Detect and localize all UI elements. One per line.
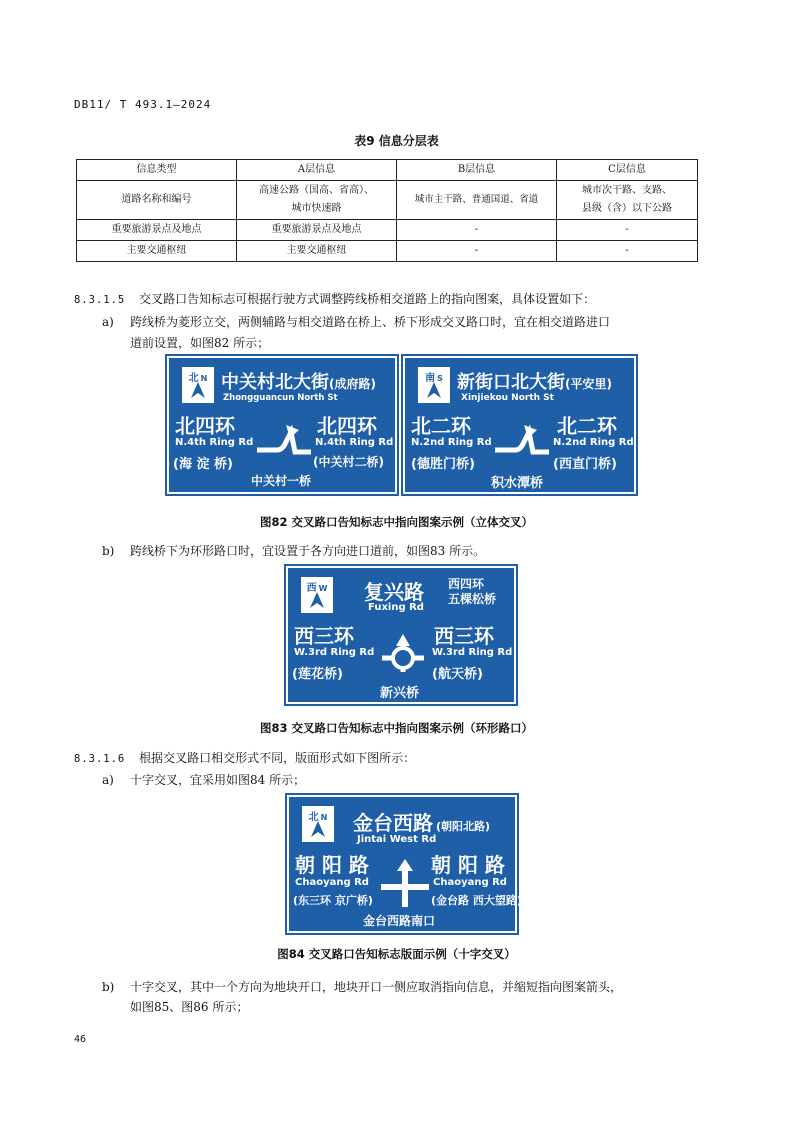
table-cell: 道路名称和编号 bbox=[77, 181, 237, 220]
table-caption: 表9 信息分层表 bbox=[354, 134, 439, 148]
figure-83-caption: 图83 交叉路口告知标志中指向图案示例（环形路口） bbox=[259, 721, 533, 735]
table-cell: 城市主干路、普通国道、省道 bbox=[397, 181, 557, 220]
badge-en: W bbox=[318, 584, 328, 593]
item-b-text: 十字交叉，其中一个方向为地块开口，地块开口一侧应取消指向信息，并缩短指向图案箭头， bbox=[130, 980, 623, 994]
sign-right-cn: 西三环 bbox=[434, 624, 494, 648]
badge-cn: 北 bbox=[188, 373, 199, 384]
clause-number: 8.3.1.6 bbox=[74, 753, 126, 765]
top-road-cn: 金台西路 bbox=[353, 811, 433, 835]
badge-en: N bbox=[200, 374, 208, 383]
top-road-cn: 新街口北大街 bbox=[457, 372, 565, 393]
table-cell: 主要交通枢纽 bbox=[77, 241, 237, 262]
table-cell: - bbox=[397, 220, 557, 241]
sign-bottom-bridge: 积水潭桥 bbox=[491, 476, 544, 491]
sign-bottom-bridge: 中关村一桥 bbox=[251, 474, 312, 488]
sign-jintai bbox=[287, 795, 522, 933]
table-row bbox=[77, 220, 698, 241]
top-road-paren: (成府路) bbox=[329, 377, 376, 391]
page-number: 46 bbox=[74, 1034, 87, 1045]
sign-left-en: N.2nd Ring Rd bbox=[411, 437, 492, 448]
table-cell-line: 县级（含）以下公路 bbox=[582, 203, 672, 214]
info-layer-table bbox=[76, 159, 698, 262]
sign-left-cn: 西三环 bbox=[294, 624, 354, 648]
table-row bbox=[77, 181, 698, 220]
sign-right-en: N.4th Ring Rd bbox=[315, 437, 394, 448]
table-cell-line: 城市快速路 bbox=[291, 203, 342, 214]
sign-right-paren: (航天桥) bbox=[432, 667, 483, 682]
sign-right-cn: 北二环 bbox=[557, 414, 617, 438]
clause-8316 bbox=[74, 749, 415, 768]
clause-text: 根据交叉路口相交形式不同，版面形式如下图所示： bbox=[139, 751, 416, 765]
sign-xinjiekou bbox=[403, 356, 636, 494]
sign-right-en: N.2nd Ring Rd bbox=[553, 437, 634, 448]
sign-right-cn: 北四环 bbox=[317, 414, 377, 438]
table-cell: 主要交通枢纽 bbox=[237, 241, 397, 262]
table-row bbox=[77, 241, 698, 262]
item-b-text: 如图85、图86 所示； bbox=[130, 1000, 249, 1014]
sign-left-paren: (莲花桥) bbox=[292, 667, 343, 682]
sign-left-cn: 北四环 bbox=[175, 414, 235, 438]
sign-left-en: N.4th Ring Rd bbox=[175, 437, 254, 448]
table-cell: - bbox=[397, 241, 557, 262]
sign-right-en: W.3rd Ring Rd bbox=[432, 647, 513, 658]
clause-number: 8.3.1.5 bbox=[74, 294, 126, 306]
item-a-text: 道前设置，如图82 所示； bbox=[130, 336, 270, 350]
table-header-cell: A层信息 bbox=[237, 160, 397, 181]
table-cell: 重要旅游景点及地点 bbox=[237, 220, 397, 241]
badge-en: S bbox=[437, 374, 443, 383]
sign-left-cn: 朝 阳 路 bbox=[295, 853, 369, 877]
table-header-cell: C层信息 bbox=[557, 160, 698, 181]
item-a-label: a) bbox=[102, 315, 114, 329]
item-a-text: 跨线桥为菱形立交，两侧辅路与相交道路在桥上、桥下形成交叉路口时，宜在相交道路进口 bbox=[130, 315, 611, 329]
sign-top-road-en: Jintai West Rd bbox=[357, 834, 437, 845]
top-road-cn: 中关村北大街 bbox=[221, 372, 329, 393]
sign-left-en: W.3rd Ring Rd bbox=[294, 647, 375, 658]
badge-cn: 西 bbox=[306, 583, 317, 594]
clause-text: 交叉路口告知标志可根据行驶方式调整跨线桥相交道路上的指向图案，具体设置如下： bbox=[139, 292, 596, 306]
sign-right-paren: (金台路 西大望路) bbox=[431, 894, 522, 907]
sign-top-road-en: Fuxing Rd bbox=[368, 602, 424, 613]
sign-right-en: Chaoyang Rd bbox=[433, 877, 507, 888]
sign-top-road-en: Zhongguancun North St bbox=[223, 393, 338, 403]
sign-left-cn: 北二环 bbox=[411, 414, 471, 438]
table-cell bbox=[557, 181, 698, 220]
table-cell: - bbox=[557, 241, 698, 262]
sign-top-road-en: Xinjiekou North St bbox=[461, 393, 554, 403]
sign-right-paren: (西直门桥) bbox=[553, 457, 617, 472]
sign-right-cn: 朝 阳 路 bbox=[431, 853, 505, 877]
sign-left-paren: (海 淀 桥) bbox=[173, 457, 233, 472]
item-a-label: a) bbox=[102, 773, 114, 787]
sign-left-paren: (东三环 京广桥) bbox=[293, 894, 373, 907]
sign-left-en: Chaoyang Rd bbox=[295, 877, 369, 888]
sign-left-paren: (德胜门桥) bbox=[411, 457, 475, 472]
badge-en: N bbox=[320, 813, 328, 822]
table-cell bbox=[237, 181, 397, 220]
table-cell: - bbox=[557, 220, 698, 241]
sign-top-road-paren2: 五棵松桥 bbox=[448, 592, 497, 606]
table-cell-line: 高速公路（国高、省高）、 bbox=[259, 185, 374, 196]
sign-bottom-bridge: 新兴桥 bbox=[380, 686, 420, 701]
item-b-text: 跨线桥下为环形路口时，宜设置于各方向进口道前，如图83 所示。 bbox=[130, 544, 486, 558]
top-road-paren: (朝阳北路) bbox=[436, 820, 491, 833]
table-header-cell: 信息类型 bbox=[77, 160, 237, 181]
item-a-text: 十字交叉，宜采用如图84 所示； bbox=[130, 773, 306, 787]
figure-84-caption: 图84 交叉路口告知标志版面示例（十字交叉） bbox=[277, 947, 516, 961]
top-road-paren: (平安里) bbox=[565, 377, 612, 391]
sign-zhongguancun bbox=[167, 356, 397, 494]
sign-right-paren: (中关村二桥) bbox=[313, 455, 384, 469]
item-b-label: b) bbox=[102, 544, 115, 558]
sign-top-road-paren1: 西四环 bbox=[448, 577, 485, 591]
sign-fuxing bbox=[286, 566, 516, 704]
clause-8315 bbox=[74, 290, 595, 309]
figure-82-caption: 图82 交叉路口告知标志中指向图案示例（立体交叉） bbox=[259, 515, 533, 529]
sign-bottom-bridge: 金台西路南口 bbox=[363, 914, 436, 928]
badge-cn: 北 bbox=[308, 812, 319, 823]
item-b-label: b) bbox=[102, 980, 115, 994]
table-cell: 重要旅游景点及地点 bbox=[77, 220, 237, 241]
sign-top-road-cn: 复兴路 bbox=[364, 580, 424, 604]
table-header-row bbox=[77, 160, 698, 181]
badge-cn: 南 bbox=[425, 373, 436, 384]
table-cell-line: 城市次干路、支路、 bbox=[582, 185, 672, 196]
table-header-cell: B层信息 bbox=[397, 160, 557, 181]
document-id: DB11/ T 493.1—2024 bbox=[74, 98, 212, 111]
